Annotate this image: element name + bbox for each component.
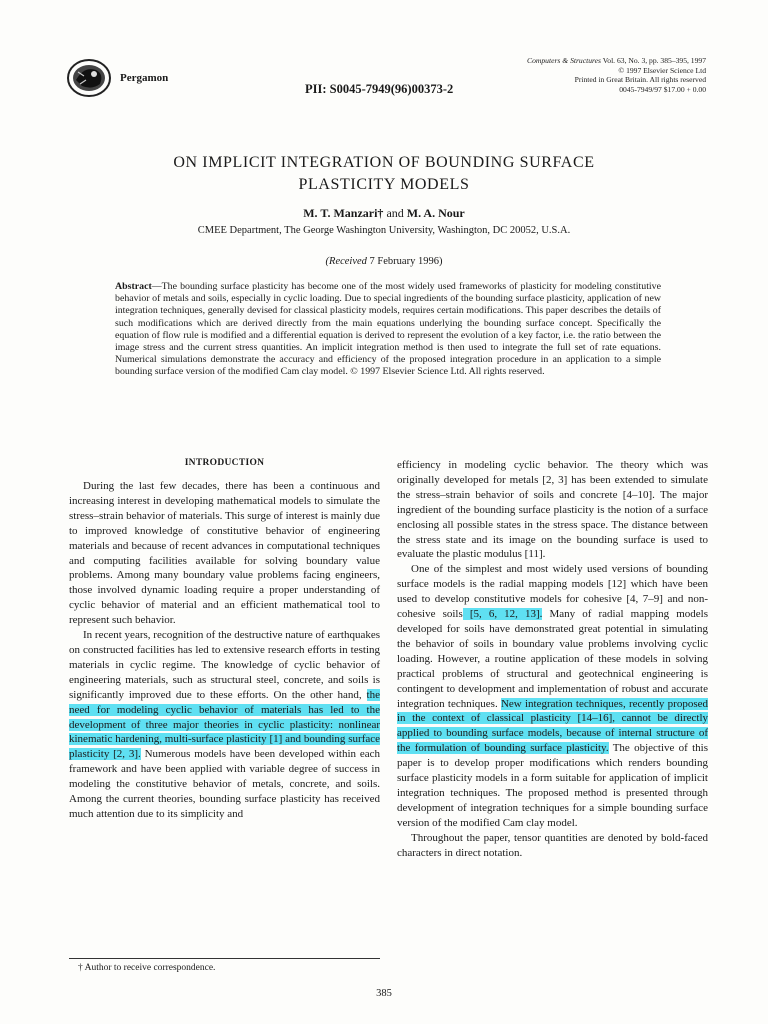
right-paragraph-1: efficiency in modeling cyclic behavior. The theory which was originally developed for metals [2, 3] has been extended to simulate the stress–strain behavior of soils and concrete [4–10]. The major ingredient of the bounding surface plasticity is the notion of a surface enclosing all possible states in the stress space. The distance between the stress state and its image on the bounding surface is used to evaluate the plastic modulus [11]. xyxy=(397,459,708,561)
right-p2-text-c: The objective of this paper is to develop proper modifications which renders bounding surface plasticity models in a form suitable for application of implicit integration techniques. The proposed method is presented through development of integration techniques for a simple bounding surface version of the modified Cam clay model. xyxy=(397,742,708,829)
journal-info xyxy=(527,56,706,94)
left-p2-text-a: In recent years, recognition of the destructive nature of earthquakes on constructed facilities has led to extensive research efforts in testing materials in cyclic regime. The knowledge of cyclic behavior of engineering materials, such as structural steel, concrete, and soils is significantly improved due to these efforts. On the other hand, xyxy=(69,629,380,701)
abstract-text: —The bounding surface plasticity has become one of the most widely used frameworks of plasticity for modeling constitutive behavior of metals and soils, especially in cyclic loading. Due to special ingredients of the bounding surface plasticity, application of new integration techniques, generally devised for classical plasticity models, requires certain modifications. This paper describes the details of such modifications which are derived directly from the main equations underlying the bounding surface concept. Specifically the equation of flow rule is modified and a differential equation is derived to represent the evolution of a key factor, i.e. the ratio between the image stress and the current stress quantities. An implicit integration method is then used to integrate the full set of rate equations. Numerical simulations demonstrate the accuracy and efficiency of the proposed integration procedure in an application to a simple bounding surface version of the modified Cam clay model. © 1997 Elsevier Science Ltd. All rights reserved. xyxy=(115,281,661,378)
highlighted-citation: [5, 6, 12, 13]. xyxy=(462,608,543,621)
paper-title xyxy=(0,152,768,196)
affiliation: CMEE Department, The George Washington University, Washington, DC 20052, U.S.A. xyxy=(197,225,571,236)
right-paragraph-3: Throughout the paper, tensor quantities are denoted by bold-faced characters in direct notation. xyxy=(397,831,708,859)
abstract xyxy=(115,281,661,379)
right-column xyxy=(397,458,708,860)
right-paragraph-2 xyxy=(397,562,708,830)
footnote: † Author to receive correspondence. xyxy=(78,963,216,973)
author-conjunction: and xyxy=(386,206,404,220)
highlighted-text: the need for modeling cyclic behavior of materials has led to the development of three major theories in cyclic plasticity: nonlinear kinematic hardening, multi-surface plasticity [1] and bounding surface plasticity [2, 3]. xyxy=(69,688,380,761)
left-p2-text-b: Numerous models have been developed within each framework and have been applied with variable degree of success in modeling the constitutive behavior of metals, concrete, and soils. Among the current theories, bounding surface plasticity has received much attention due to its simplicity and xyxy=(69,748,380,820)
printed-line: Printed in Great Britain. All rights reserved xyxy=(574,75,706,85)
abstract-lead: Abstract xyxy=(115,281,152,292)
author-1: M. T. Manzari† xyxy=(303,206,384,220)
right-p2-text-b: Many of radial mapping models developed for soils have demonstrated great potential in simulating the behavior of soils in boundary value problems involving cyclic loading. However, a routine application of these models in solving practical problems of structural and geotechnical engineering is contingent to development and implementation of robust and accurate integration techniques. xyxy=(397,608,708,710)
right-p2-text-a: One of the simplest and most widely used versions of bounding surface models is the radial mapping models [12] which have been used to develop constitutive models for cohesive [4, 7–9] and non-cohesive soils xyxy=(397,563,708,621)
left-column xyxy=(69,479,380,822)
authors xyxy=(0,206,768,221)
journal-issue: Vol. 63, No. 3, pp. 385–395, 1997 xyxy=(602,56,706,65)
title-line-2: PLASTICITY MODELS xyxy=(298,176,470,193)
page-number: 385 xyxy=(376,988,392,999)
title-line-1: ON IMPLICIT INTEGRATION OF BOUNDING SURFACE xyxy=(173,154,595,171)
received-day: 7 February xyxy=(369,256,416,267)
copyright-line: © 1997 Elsevier Science Ltd xyxy=(618,65,706,75)
highlighted-text: New integration techniques, recently proposed in the context of classical plasticity [14–16], cannot be directly applied to bounding surface models, because of internal structure of the formulation of bounding surface plasticity. xyxy=(397,697,708,755)
received-date xyxy=(0,256,768,267)
section-heading-introduction: INTRODUCTION xyxy=(184,458,265,468)
left-paragraph-2 xyxy=(69,628,380,822)
received-label: (Received xyxy=(325,256,367,267)
footnote-rule xyxy=(69,958,380,959)
price-line: 0045-7949/97 $17.00 + 0.00 xyxy=(619,84,706,94)
publisher-logo xyxy=(66,58,112,98)
left-paragraph-1: During the last few decades, there has been a continuous and increasing interest in developing mathematical models to simulate the stress–strain behavior of materials. This surge of interest is mainly due to improved knowledge of constitutive behavior of engineering materials and because of recent advances in computational techniques and computing facilities available for solving boundary value problems. Among many boundary value problems facing engineers, those involved dynamic loading require a proper understanding of cyclic behavior of material and an efficient mathematical tool to represent such behavior. xyxy=(69,480,380,627)
publisher-name: Pergamon xyxy=(120,72,169,84)
received-year: 1996) xyxy=(417,256,443,267)
journal-name: Computers & Structures xyxy=(527,56,601,65)
pii-identifier: PII: S0045-7949(96)00373-2 xyxy=(305,82,454,96)
author-2: M. A. Nour xyxy=(406,206,465,220)
